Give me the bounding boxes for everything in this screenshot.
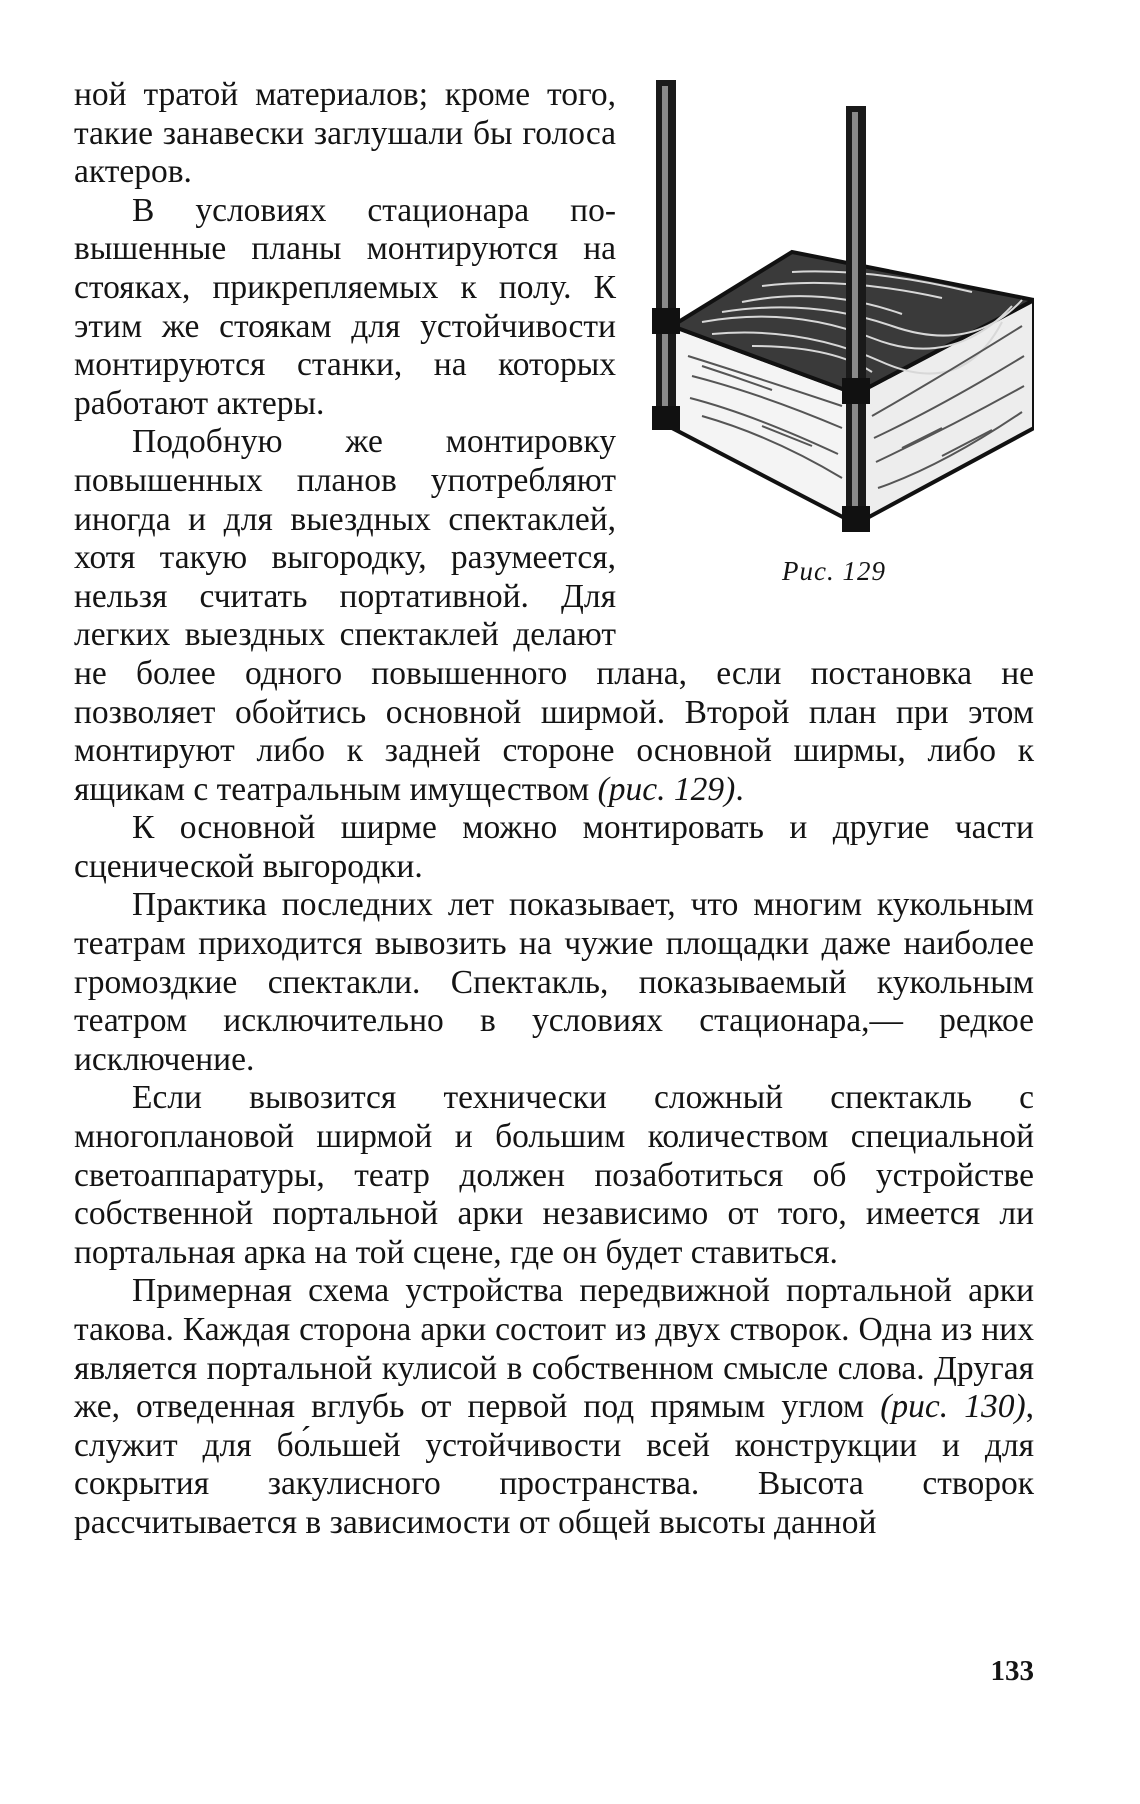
paragraph: Если вывозится технически сложный спектакль с многоплановой ширмой и большим количеством специальной светоаппаратуры, театр должен позаботиться об устройстве собственной портальной арки независимо от того, имеется ли портальная арка на той сцене, где он будет ставиться. xyxy=(74,1079,1034,1271)
figure-caption: Рис. 129 xyxy=(782,556,886,586)
paragraph-text: Примерная схема устройства передвижной портальной арки такова. Каждая сторона арки состоит из двух створок. Одна из них является портальной кулисой в собственном смысле слова. Другая же, отведенная вглубь от первой под прямым углом xyxy=(74,1272,1034,1426)
page-content xyxy=(74,76,1034,1543)
paragraph-text: . xyxy=(735,770,744,808)
paragraph: В условиях стационара повышенные планы монтируются на стояках, прикрепляемых к полу. К этим же стоякам для устойчивости монтируются станки, на которых работают актеры. xyxy=(74,191,616,422)
paragraph-text: , служит для бо́льшей устойчивости всей конструкции и для сокрытия закулисного пространства. Высота створок рассчитывается в зависимости от общей высоты данной xyxy=(74,1388,1034,1541)
page-number: 133 xyxy=(990,1655,1034,1687)
paragraph xyxy=(74,1272,1034,1542)
figure-129 xyxy=(634,76,1034,616)
paragraph: ной тратой материалов; кроме того, такие занавески заглушали бы голоса актеров. xyxy=(74,76,616,191)
paragraph: К основной ширме можно монтировать и другие части сценической выгородки. xyxy=(74,809,1034,885)
paragraph-text: Подобную же монтировку повышенных планов употребляют иногда и для выездных спектаклей, хотя такую выгородку, разумеется, нельзя считать портативной. Для легких выездных спектаклей делают не более одного повышенного плана, если постановка не позволяет обойтись основной ширмой. Второй план при этом монтируют либо к задней стороне основной ширмы, либо к ящикам с театральным имуществом xyxy=(74,423,1034,808)
figure-reference: (рис. 129) xyxy=(597,770,736,808)
figure-reference: (рис. 130) xyxy=(880,1388,1026,1426)
wooden-box-with-posts-illustration xyxy=(642,76,1034,556)
paragraph: Практика последних лет показывает, что многим кукольным театрам приходится вывозить на чужие площадки даже наиболее громоздкие спектакли. Спектакль, показываемый кукольным театром исключительно в условиях стационара,— редкое исключение. xyxy=(74,886,1034,1078)
